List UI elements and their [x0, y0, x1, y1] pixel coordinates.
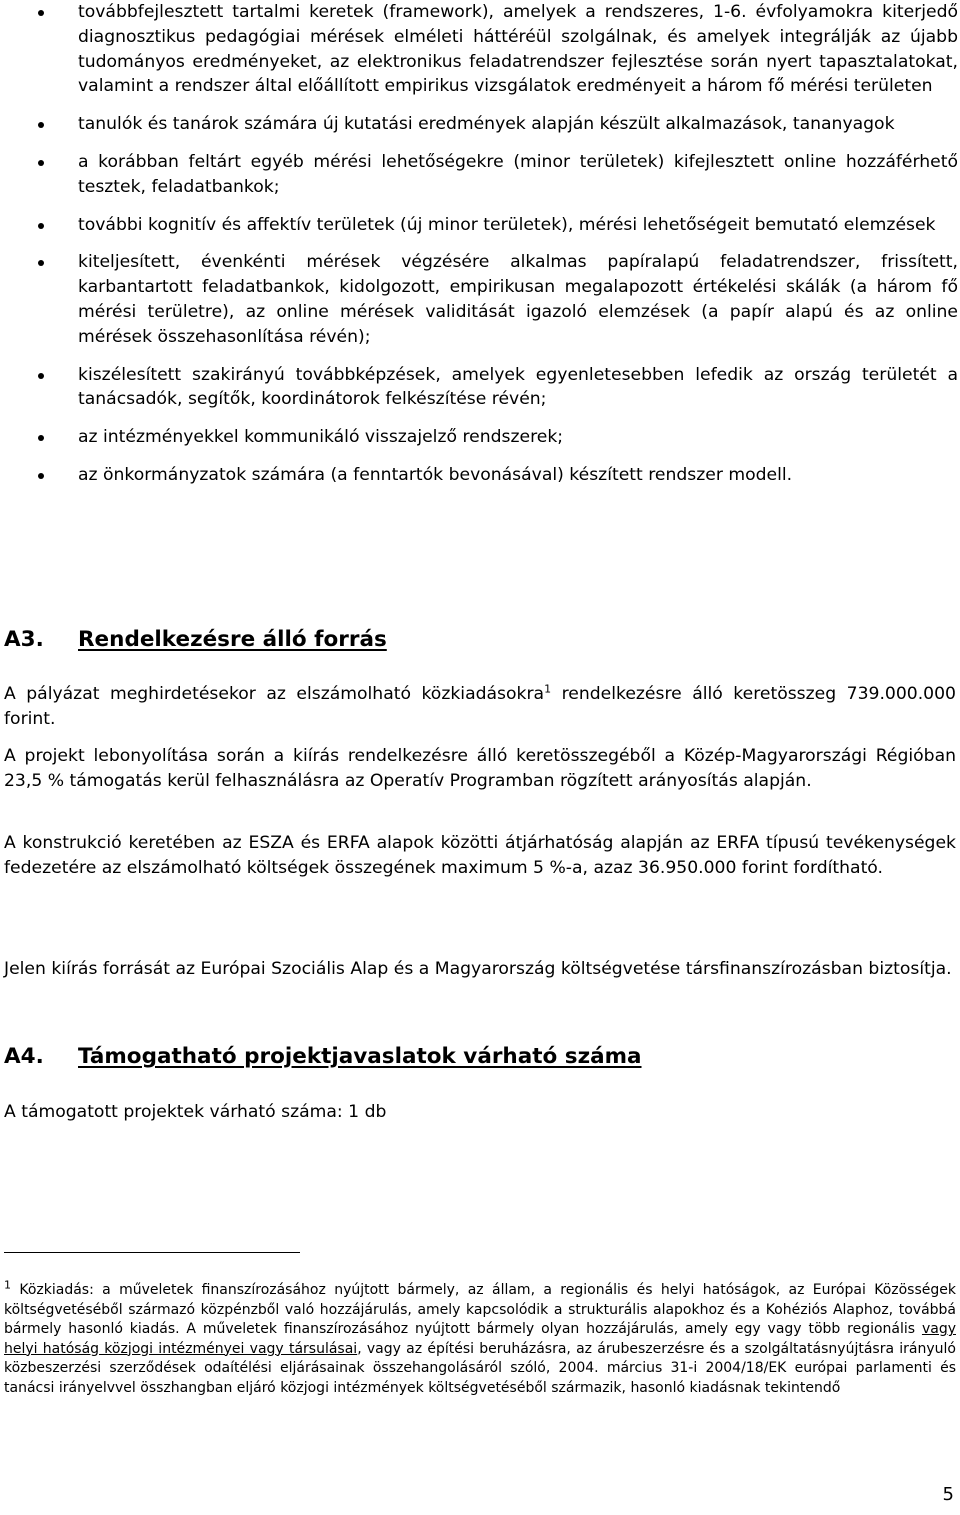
page-number: 5 — [942, 1484, 954, 1505]
footnote-text: , vagy az építési beruházásra, az árubeszerzésre és a szolgáltatásnyújtásra irányuló közbeszerzési szerződések odaítélési eljárásainak összehangolásáról szóló, 2004. március 31-i 2004/18/EK európai parlamenti és tanácsi irányelvvel összhangban eljáró közjogi intézmények költségvetéséből származik, hasonló kiadásnak tekintendő — [4, 1340, 956, 1396]
list-item-text: kiteljesített, évenkénti mérések végzésére alkalmas papíralapú feladatrendszer, frissített, karbantartott feladatbankok, kidolgozott, empirikusan megalapozott értékelési skálák (a három fő mérési területre), az online mérések validitását igazoló elemzések (a papír alapú és az online mérések összehasonlítása révén); — [78, 252, 958, 347]
bullet-icon — [38, 223, 44, 229]
list-item — [0, 250, 958, 349]
list-item-text: kiszélesített szakirányú továbbképzések, amelyek egyenletesebben lefedik az ország területét a tanácsadók, segítők, koordinátorok felkészítése révén; — [78, 364, 958, 410]
section-heading-a3 — [4, 627, 387, 652]
footnote-divider — [4, 1252, 300, 1253]
list-item — [0, 213, 958, 238]
section-title: Rendelkezésre álló forrás — [78, 627, 387, 652]
paragraph-allocation: A projekt lebonyolítása során a kiírás rendelkezésre álló keretösszegéből a Közép-Magyarországi Régióban 23,5 % támogatás kerül felhasználásra az Operatív Programban rögzített arányosítás alapján. — [4, 746, 956, 791]
section-heading-a4 — [4, 1044, 642, 1069]
paragraph-esza-erfa: A konstrukció keretében az ESZA és ERFA alapok közötti átjárhatóság alapján az ERFA típusú tevékenységek fedezetére az elszámolható költségek összegének maximum 5 %-a, azaz 36.950.000 forint fordítható. — [4, 833, 956, 878]
section-title: Támogatható projektjavaslatok várható száma — [78, 1044, 642, 1069]
list-item — [0, 425, 958, 450]
bullet-icon — [38, 260, 44, 266]
footnote — [4, 1278, 956, 1399]
list-item-text: továbbfejlesztett tartalmi keretek (framework), amelyek a rendszeres, 1-6. évfolyamokra kiterjedő diagnosztikus pedagógiai mérések elméleti háttéréül szolgálnak, és amelyek integrálják az újabb tudományos eredményeket, az elektronikus feladatrendszer fejlesztése során nyert tapasztalatokat, valamint a rendszer által előállított empirikus vizsgálatok eredményeit a három fő mérési területen — [78, 2, 958, 97]
paragraph-text: A pályázat meghirdetésekor az elszámolható közkiadásokra — [4, 684, 545, 704]
footnote-marker: 1 — [4, 1278, 11, 1292]
list-item — [0, 363, 958, 413]
section-number: A4. — [4, 1044, 44, 1069]
bullet-icon — [38, 122, 44, 128]
section-number: A3. — [4, 627, 44, 652]
bullet-icon — [38, 160, 44, 166]
footnote-reference[interactable]: 1 — [544, 682, 552, 696]
list-item — [0, 463, 958, 488]
bullet-icon — [38, 435, 44, 441]
list-item-text: a korábban feltárt egyéb mérési lehetőségekre (minor területek) kifejlesztett online hozzáférhető tesztek, feladatbankok; — [78, 151, 958, 197]
paragraph-project-count: A támogatott projektek várható száma: 1 db — [4, 1102, 387, 1122]
paragraph-text: rendelkezésre álló keretösszeg 739.000.000 forint. — [4, 684, 956, 729]
footnote-underlined-text: vagy helyi hatóság közjogi intézményei vagy társulásai — [4, 1321, 956, 1357]
bullet-icon — [38, 473, 44, 479]
bullet-icon — [38, 10, 44, 16]
bullet-icon — [38, 373, 44, 379]
list-item-text: az intézményekkel kommunikáló visszajelző rendszerek; — [78, 427, 564, 448]
paragraph-cofinancing: Jelen kiírás forrását az Európai Szociális Alap és a Magyarország költségvetése társfinanszírozásban biztosítja. — [4, 959, 952, 979]
footnote-text: Közkiadás: a műveletek finanszírozásához nyújtott bármely, az állam, a regionális és helyi hatóságok, az Európai Közösségek költségvetéséből származó közpénzből való hozzájárulás, amely kapcsolódik a strukturális alapokhoz és a Kohéziós Alaphoz, továbbá bármely hasonló kiadás. A műveletek finanszírozásához nyújtott bármely olyan hozzájárulás, amely egy vagy több regionális — [4, 1282, 956, 1338]
list-item — [0, 112, 958, 137]
bullet-list — [0, 0, 960, 501]
list-item-text: tanulók és tanárok számára új kutatási eredmények alapján készült alkalmazások, tananyagok — [78, 114, 895, 135]
list-item-text: az önkormányzatok számára (a fenntartók bevonásával) készített rendszer modell. — [78, 464, 793, 485]
list-item — [0, 0, 958, 99]
paragraph-budget — [4, 682, 956, 732]
list-item — [0, 150, 958, 200]
list-item-text: további kognitív és affektív területek (új minor területek), mérési lehetőségeit bemutató elemzések — [78, 214, 936, 235]
